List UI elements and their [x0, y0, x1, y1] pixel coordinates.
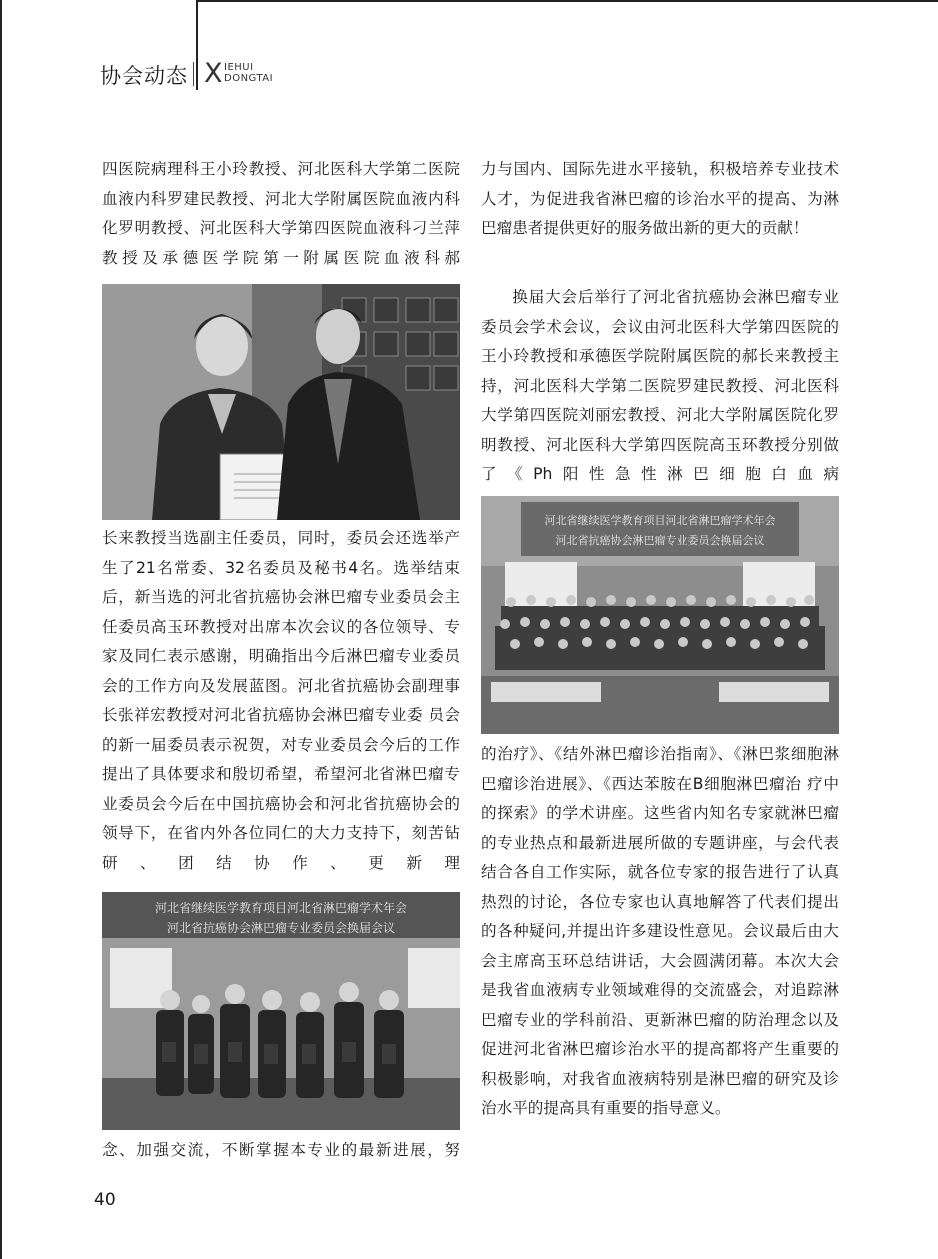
page-edge	[0, 0, 2, 1259]
left-text-block-3: 念、加强交流，不断掌握本专业的最新进展，努	[102, 1141, 460, 1159]
right-text-block-3: 的治疗》、《结外淋巴瘤诊治指南》、《淋巴浆细胞淋巴瘤诊治进展》、《西达苯胺在B细胞淋巴瘤治 疗中的探索》的学术讲座。这些省内知名专家就淋巴瘤的专业热点和最新进展所做的专题讲座，与会代表结合各自工作实际，就各位专家的报告进行了认真热烈的讨论，各位专家也认真地解答了代表们提出的各种疑问,并提出许多建设性意见。会议最后由大会主席高玉环总结讲话，大会圆满闭幕。本次大会是我省血液病专业领域难得的交流盛会，对追踪淋巴瘤专业的学科前沿、更新淋巴瘤的防治理念以及促进河北省淋巴瘤诊治水平的提高都将产生重要的积极影响，对我省血液病特别是淋巴瘤的研究及诊治水平的提高具有重要的指导意义。	[481, 745, 839, 1117]
right-paragraph-3	[481, 740, 839, 1124]
photo-award-group-image	[102, 892, 460, 1130]
meeting-banner-line1: 河北省继续医学教育项目河北省淋巴瘤学术年会	[544, 514, 776, 527]
right-text-block-1: 力与国内、国际先进水平接轨，积极培养专业技术人才，为促进我省淋巴瘤的诊治水平的提高、为淋巴瘤患者提供更好的服务做出新的更大的贡献！	[481, 160, 839, 237]
page-number: 40	[94, 1190, 116, 1210]
right-paragraph-1	[481, 155, 839, 244]
award-banner-line2: 河北省抗癌协会淋巴瘤专业委员会换届会议	[166, 921, 396, 935]
meeting-banner-line2: 河北省抗癌协会淋巴瘤专业委员会换届会议	[555, 534, 765, 547]
header-logo-letter: X	[204, 58, 223, 89]
header-pinyin-bottom: DONGTAI	[224, 73, 274, 84]
photo-award-portrait	[102, 284, 460, 520]
award-banner-line1: 河北省继续医学教育项目河北省淋巴瘤学术年会	[154, 901, 408, 915]
photo-award-portrait-image	[102, 284, 460, 520]
header-vertical-rule	[196, 0, 198, 90]
header-pinyin-top: IEHUI	[224, 62, 254, 73]
right-text-block-2: 换届大会后举行了河北省抗癌协会淋巴瘤专业委员会学术会议，会议由河北医科大学第四医院的王小玲教授和承德医学院附属医院的郝长来教授主持，河北医科大学第二医院罗建民教授、河北医科大学第四医院刘丽宏教授、河北大学附属医院化罗明教授、河北医科大学第四医院高玉环教授分别做了《Ph阳性急性淋巴细胞白血病	[481, 288, 839, 483]
page-top-rule	[198, 0, 938, 2]
left-text-block-1: 四医院病理科王小玲教授、河北医科大学第二医院血液内科罗建民教授、河北大学附属医院血液内科化罗明教授、河北医科大学第四医院血液科刁兰萍教授及承德医学院第一附属医院血液科郝	[102, 160, 460, 267]
left-paragraph-1	[102, 155, 460, 273]
left-paragraph-3	[102, 1136, 460, 1166]
left-paragraph-2	[102, 524, 460, 878]
photo-meeting-group-image	[481, 496, 839, 734]
header-divider	[193, 62, 194, 86]
section-title: 协会动态	[100, 64, 188, 88]
left-text-block-2: 长来教授当选副主任委员，同时，委员会还选举产生了21名常委、32名委员及秘书4名。选举结束后，新当选的河北省抗癌协会淋巴瘤专业委员会主任委员高玉环教授对出席本次会议的各位领导、专家及同仁表示感谢，明确指出今后淋巴瘤专业委员会的工作方向及发展蓝图。河北省抗癌协会副理事长张祥宏教授对河北省抗癌协会淋巴瘤专业委 员会的新一届委员表示祝贺，对专业委员会今后的工作提出了具体要求和殷切希望，希望河北省淋巴瘤专业委员会今后在中国抗癌协会和河北省抗癌协会的领导下，在省内外各位同仁的大力支持下，刻苦钻研、团结协作、更新理	[102, 529, 460, 872]
photo-award-group	[102, 892, 460, 1130]
photo-meeting-group	[481, 496, 839, 734]
right-paragraph-2	[481, 283, 839, 490]
